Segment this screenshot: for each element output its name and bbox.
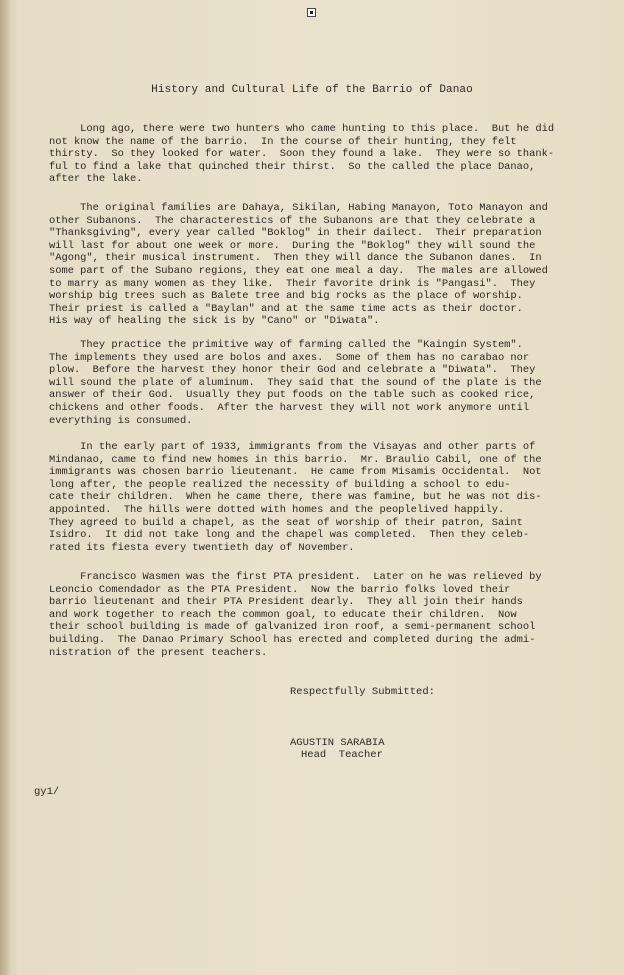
closing-line: Respectfully Submitted: [290, 686, 435, 698]
paragraph-subanons: The original families are Dahaya, Sikilan, Habing Manayon, Toto Manayon and other Subanons. The characterestics of the Subanons are that they celebrate a "Thanksgiving", every year called "Boklog" in their dailect. Their preparation will last for about one week or more. During the "Boklog" they will sound the "Agong", their musical instrument. Then they will dance the Subanon danes. In some part of the Subano regions, they eat one meal a day. The males are allowed to marry as many women as they like. Their favorite drink is "Pangasi". They worship big trees such as Balete tree and big rocks as the place of worship. Their priest is called a "Baylan" and at the same time acts as their doctor. His way of healing the sick is by "Cano" or "Diwata". [49, 202, 548, 328]
paragraph-pta: Francisco Wasmen was the first PTA president. Later on he was relieved by Leoncio Comendador as the PTA President. Now the barrio folks loved their barrio lieutenant and their PTA President dearly. They all join their hands and work together to reach the common goal, to educate their children. Now their school building is made of galvanized iron roof, a semi-permanent school building. The Danao Primary School has erected and completed during the admi- nistration of the present teachers. [49, 571, 542, 659]
page-edge-shadow [0, 0, 10, 975]
signatory-title: Head Teacher [301, 749, 383, 761]
typist-initials: gy1/ [34, 786, 60, 798]
paragraph-immigrants: In the early part of 1933, immigrants from the Visayas and other parts of Mindanao, came to find new homes in this barrio. Mr. Braulio Cabil, one of the immigrants was chosen barrio lieutenant. He came from Misamis Occidental. Not long after, the people realized the necessity of building a school to edu- cate their children. When he came there, there was famine, but he was not dis- appointed. The hills were dotted with homes and the peoplelived happily. They agreed to build a chapel, as the seat of worship of their patron, Saint Isidro. It did not take long and the chapel was completed. Then they celeb- rated its fiesta every twentieth day of November. [49, 441, 542, 554]
page-marker [307, 8, 316, 17]
signatory-name: AGUSTIN SARABIA [290, 737, 385, 749]
paragraph-origin: Long ago, there were two hunters who came hunting to this place. But he did not know the name of the barrio. In the course of their hunting, they felt thirsty. So they looked for water. Soon they found a lake. They were so thank- ful to find a lake that quinched their thirst. So the called the place Danao, after the lake. [49, 123, 555, 186]
document-title: History and Cultural Life of the Barrio of Danao [151, 84, 473, 96]
paragraph-farming: They practice the primitive way of farming called the "Kaingin System". The implements they used are bolos and axes. Some of them has no carabao nor plow. Before the harvest they honor their God and celebrate a "Diwata". They will sound the plate of aluminum. They said that the sound of the plate is the answer of their God. Usually they put foods on the table such as cooked rice, chickens and other foods. After the harvest they will not work anymore until everything is consumed. [49, 339, 542, 427]
